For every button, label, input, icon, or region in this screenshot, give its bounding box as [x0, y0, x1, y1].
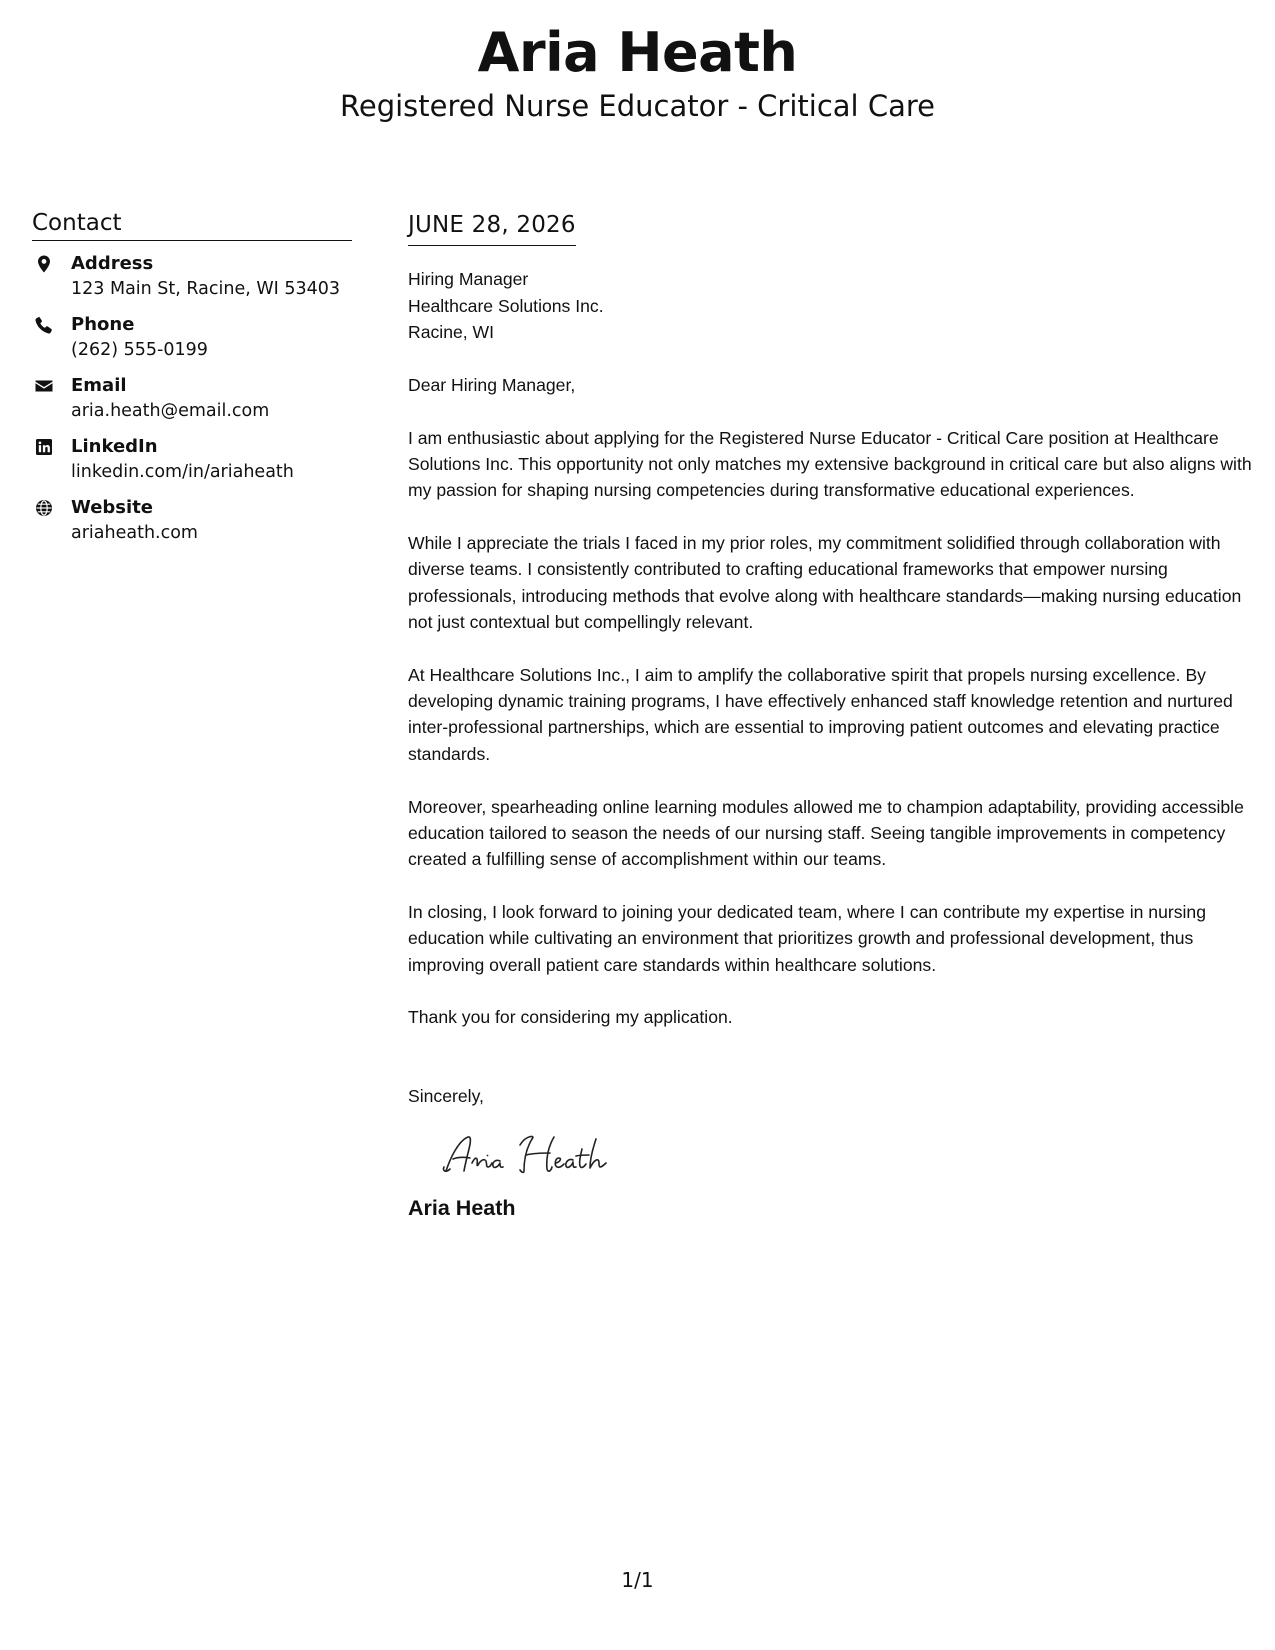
closing-text: Sincerely,: [408, 1085, 484, 1106]
letter-paragraph: While I appreciate the trials I faced in my prior roles, my commitment solidified through collaboration with diverse teams. I consistently contributed to crafting educational frameworks that empower nursing professionals, introducing methods that evolve along with healthcare standards—making nursing education not just contextual but compellingly relevant.: [408, 533, 1242, 633]
contact-label: Address: [71, 253, 154, 274]
salutation: Dear Hiring Manager,: [408, 375, 576, 395]
letter-date-block: [408, 210, 576, 246]
email-value[interactable]: aria.heath@email.com: [71, 401, 270, 421]
signer-name: Aria Heath: [408, 1195, 516, 1220]
candidate-name: Aria Heath: [477, 21, 798, 84]
linkedin-value[interactable]: linkedin.com/in/ariaheath: [71, 462, 294, 482]
phone-icon: [34, 315, 54, 335]
letter-paragraph: I am enthusiastic about applying for the Registered Nurse Educator - Critical Care position at Healthcare Solutions Inc. This opportunity not only matches my extensive background in critical care but also aligns with my passion for shaping nursing competencies during transformative educational experiences.: [408, 427, 1252, 501]
website-value[interactable]: ariaheath.com: [71, 523, 198, 543]
contact-item-website: [32, 495, 352, 546]
letter-date: JUNE 28, 2026: [408, 212, 576, 238]
contact-item-email: [32, 373, 352, 424]
contact-item-phone: [32, 312, 352, 363]
contact-sidebar: [32, 208, 352, 556]
candidate-title: Registered Nurse Educator - Critical Care: [340, 89, 935, 123]
envelope-icon: [34, 376, 54, 396]
recipient-block: [408, 266, 1253, 346]
contact-item-address: [32, 251, 352, 302]
handwritten-signature: [440, 1129, 640, 1179]
resume-header: [0, 22, 1275, 126]
letter-paragraph: At Healthcare Solutions Inc., I aim to amplify the collaborative spirit that propels nursing excellence. By developing dynamic training programs, I have effectively enhanced staff knowledge retention and nurtured inter-professional partnerships, which are essential to improving patient outcomes and elevating practice standards.: [408, 664, 1233, 764]
recipient-line: Racine, WI: [408, 322, 495, 342]
letter-paragraph: Moreover, spearheading online learning modules allowed me to champion adaptability, providing accessible education tailored to season the needs of our nursing staff. Seeing tangible improvements in competency created a fulfilling sense of accomplishment within our teams.: [408, 796, 1244, 870]
letter-paragraph: In closing, I look forward to joining your dedicated team, where I can contribute my expertise in nursing education while cultivating an environment that prioritizes growth and professional development, thus improving overall patient care standards within healthcare solutions.: [408, 901, 1206, 975]
recipient-line: Hiring Manager: [408, 269, 529, 289]
address-value: 123 Main St, Racine, WI 53403: [71, 279, 341, 299]
contact-label: LinkedIn: [71, 436, 158, 457]
page-number: 1/1: [621, 1568, 654, 1592]
contact-item-linkedin: [32, 434, 352, 485]
phone-value: (262) 555-0199: [71, 340, 208, 360]
map-pin-icon: [34, 254, 54, 274]
linkedin-icon: [34, 437, 54, 457]
contact-label: Phone: [71, 314, 135, 335]
letter-paragraph: Thank you for considering my application.: [408, 1007, 733, 1028]
cover-letter-body: [408, 210, 1253, 1223]
recipient-line: Healthcare Solutions Inc.: [408, 295, 604, 316]
contact-label: Email: [71, 375, 127, 396]
contact-label: Website: [71, 497, 154, 518]
contact-heading: Contact: [32, 208, 352, 241]
globe-icon: [34, 498, 54, 518]
